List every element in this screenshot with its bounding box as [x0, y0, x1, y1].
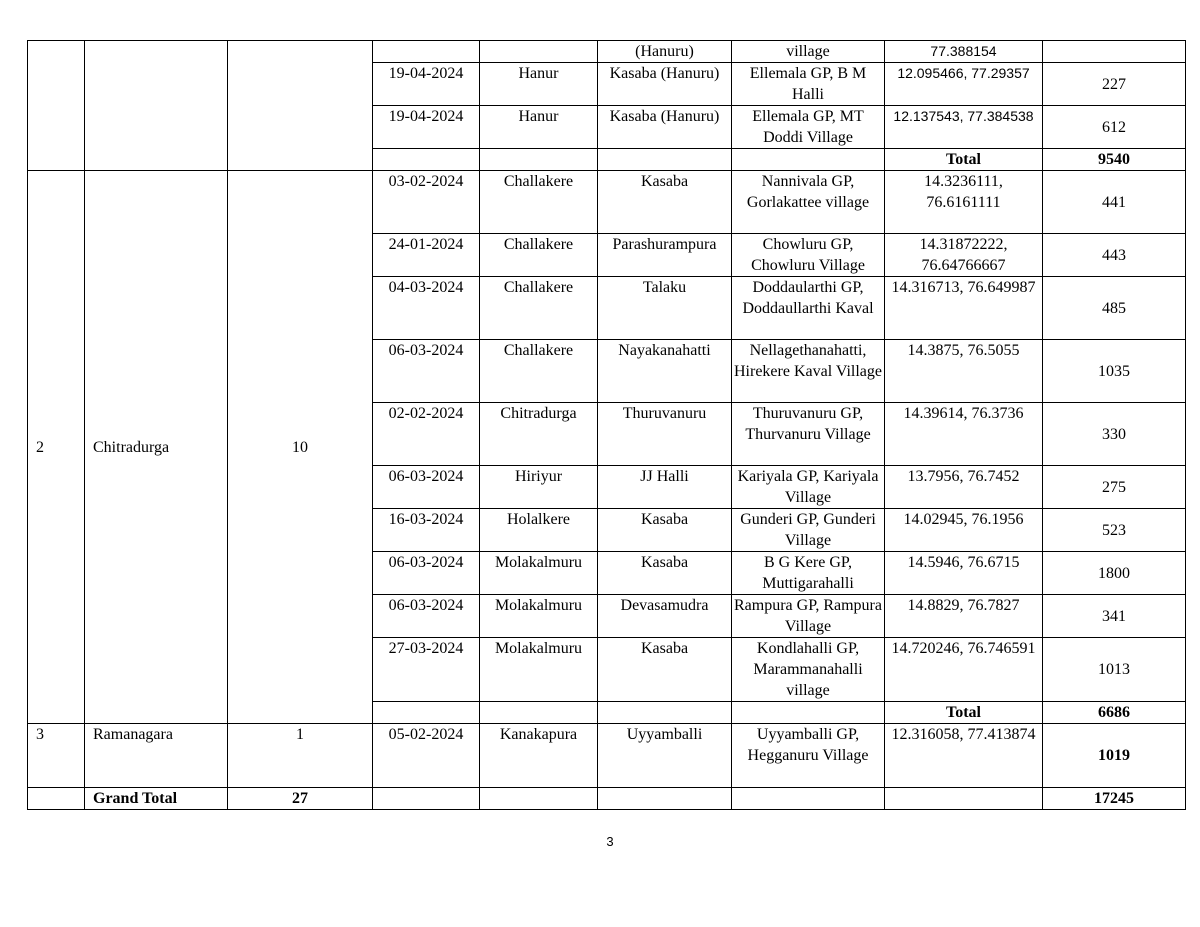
- hobli-cell: Devasamudra: [598, 595, 732, 638]
- date-cell: 16-03-2024: [373, 509, 480, 552]
- coordinates-cell: 14.8829, 76.7827: [885, 595, 1043, 638]
- coordinates-cell: 14.3875, 76.5055: [885, 340, 1043, 403]
- count-cell: 1800: [1043, 552, 1186, 595]
- taluk-cell: Hiriyur: [480, 466, 598, 509]
- total-label: Total: [885, 702, 1043, 724]
- hobli-cell: Kasaba: [598, 171, 732, 234]
- count-cell: 443: [1043, 234, 1186, 277]
- count-cell: 523: [1043, 509, 1186, 552]
- hobli-cell: JJ Halli: [598, 466, 732, 509]
- location-cell: Uyyamballi GP, Hegganuru Village: [732, 724, 885, 788]
- taluk-cell: Challakere: [480, 171, 598, 234]
- coordinates-cell: 12.316058, 77.413874: [885, 724, 1043, 788]
- count-cell: 1035: [1043, 340, 1186, 403]
- hobli-cell: Kasaba: [598, 552, 732, 595]
- count-cell: 341: [1043, 595, 1186, 638]
- taluk-cell: Molakalmuru: [480, 552, 598, 595]
- count-cell: [1043, 41, 1186, 63]
- coordinates-cell: 14.3236111, 76.6161111: [885, 171, 1043, 234]
- location-cell: Ellemala GP, MT Doddi Village: [732, 106, 885, 149]
- count-cell: 275: [1043, 466, 1186, 509]
- sl-no-cell: 3: [28, 724, 85, 788]
- taluk-cell: Hanur: [480, 63, 598, 106]
- coordinates-cell: 13.7956, 76.7452: [885, 466, 1043, 509]
- date-cell: 06-03-2024: [373, 552, 480, 595]
- location-cell: Chowluru GP, Chowluru Village: [732, 234, 885, 277]
- date-cell: 24-01-2024: [373, 234, 480, 277]
- table-row: [28, 171, 1186, 234]
- date-cell: 19-04-2024: [373, 106, 480, 149]
- hobli-cell: Talaku: [598, 277, 732, 340]
- taluk-cell: Challakere: [480, 234, 598, 277]
- count-of-sites-cell: 10: [228, 171, 373, 724]
- date-cell: 06-03-2024: [373, 595, 480, 638]
- coordinates-cell: 14.02945, 76.1956: [885, 509, 1043, 552]
- date-cell: 19-04-2024: [373, 63, 480, 106]
- date-cell: 06-03-2024: [373, 466, 480, 509]
- location-cell: Ellemala GP, B M Halli: [732, 63, 885, 106]
- district-cell: [85, 41, 228, 171]
- location-cell: Nellagethanahatti, Hirekere Kaval Village: [732, 340, 885, 403]
- taluk-cell: Molakalmuru: [480, 638, 598, 702]
- date-cell: 02-02-2024: [373, 403, 480, 466]
- total-label: Total: [885, 149, 1043, 171]
- count-cell: 330: [1043, 403, 1186, 466]
- coordinates-cell: 14.720246, 76.746591: [885, 638, 1043, 702]
- location-cell: Kondlahalli GP, Marammanahalli village: [732, 638, 885, 702]
- location-cell: Doddaularthi GP, Doddaullarthi Kaval: [732, 277, 885, 340]
- date-cell: 05-02-2024: [373, 724, 480, 788]
- coordinates-cell: 12.137543, 77.384538: [885, 106, 1043, 149]
- date-cell: 04-03-2024: [373, 277, 480, 340]
- location-cell: Kariyala GP, Kariyala Village: [732, 466, 885, 509]
- table-row: [28, 41, 1186, 63]
- grand-total-value: 17245: [1043, 788, 1186, 810]
- taluk-cell: Challakere: [480, 340, 598, 403]
- count-of-sites-cell: 1: [228, 724, 373, 788]
- data-table: [27, 40, 1186, 810]
- location-cell: Nannivala GP, Gorlakattee village: [732, 171, 885, 234]
- page-number: 3: [606, 834, 614, 849]
- date-cell: 06-03-2024: [373, 340, 480, 403]
- total-value: 9540: [1043, 149, 1186, 171]
- grand-total-label: Grand Total: [85, 788, 228, 810]
- location-cell: village: [732, 41, 885, 63]
- hobli-cell: Kasaba: [598, 638, 732, 702]
- hobli-cell: Kasaba (Hanuru): [598, 63, 732, 106]
- total-value: 6686: [1043, 702, 1186, 724]
- table-row: [28, 724, 1186, 788]
- hobli-cell: Thuruvanuru: [598, 403, 732, 466]
- count-cell: 1019: [1043, 724, 1186, 788]
- hobli-cell: Kasaba (Hanuru): [598, 106, 732, 149]
- hobli-cell: Nayakanahatti: [598, 340, 732, 403]
- grand-total-sites: 27: [228, 788, 373, 810]
- coordinates-cell: 12.095466, 77.29357: [885, 63, 1043, 106]
- count-cell: 227: [1043, 63, 1186, 106]
- location-cell: Gunderi GP, Gunderi Village: [732, 509, 885, 552]
- sl-no-cell: [28, 41, 85, 171]
- count-cell: 1013: [1043, 638, 1186, 702]
- count-cell: 612: [1043, 106, 1186, 149]
- sl-no-cell: 2: [28, 171, 85, 724]
- count-cell: 441: [1043, 171, 1186, 234]
- date-cell: 03-02-2024: [373, 171, 480, 234]
- taluk-cell: Kanakapura: [480, 724, 598, 788]
- hobli-cell: Parashurampura: [598, 234, 732, 277]
- hobli-cell: Kasaba: [598, 509, 732, 552]
- taluk-cell: Chitradurga: [480, 403, 598, 466]
- count-cell: 485: [1043, 277, 1186, 340]
- taluk-cell: Molakalmuru: [480, 595, 598, 638]
- taluk-cell: Holalkere: [480, 509, 598, 552]
- coordinates-cell: 14.316713, 76.649987: [885, 277, 1043, 340]
- coordinates-cell: 14.39614, 76.3736: [885, 403, 1043, 466]
- location-cell: Thuruvanuru GP, Thurvanuru Village: [732, 403, 885, 466]
- taluk-cell: Hanur: [480, 106, 598, 149]
- count-of-sites-cell: [228, 41, 373, 171]
- district-cell: Ramanagara: [85, 724, 228, 788]
- taluk-cell: [480, 41, 598, 63]
- date-cell: [373, 41, 480, 63]
- location-cell: B G Kere GP, Muttigarahalli: [732, 552, 885, 595]
- hobli-cell: Uyyamballi: [598, 724, 732, 788]
- grand-total-row: [28, 788, 1186, 810]
- date-cell: 27-03-2024: [373, 638, 480, 702]
- coordinates-cell: 14.31872222, 76.64766667: [885, 234, 1043, 277]
- coordinates-cell: 14.5946, 76.6715: [885, 552, 1043, 595]
- district-cell: Chitradurga: [85, 171, 228, 724]
- taluk-cell: Challakere: [480, 277, 598, 340]
- coordinates-cell: 77.388154: [885, 41, 1043, 63]
- hobli-cell: (Hanuru): [598, 41, 732, 63]
- location-cell: Rampura GP, Rampura Village: [732, 595, 885, 638]
